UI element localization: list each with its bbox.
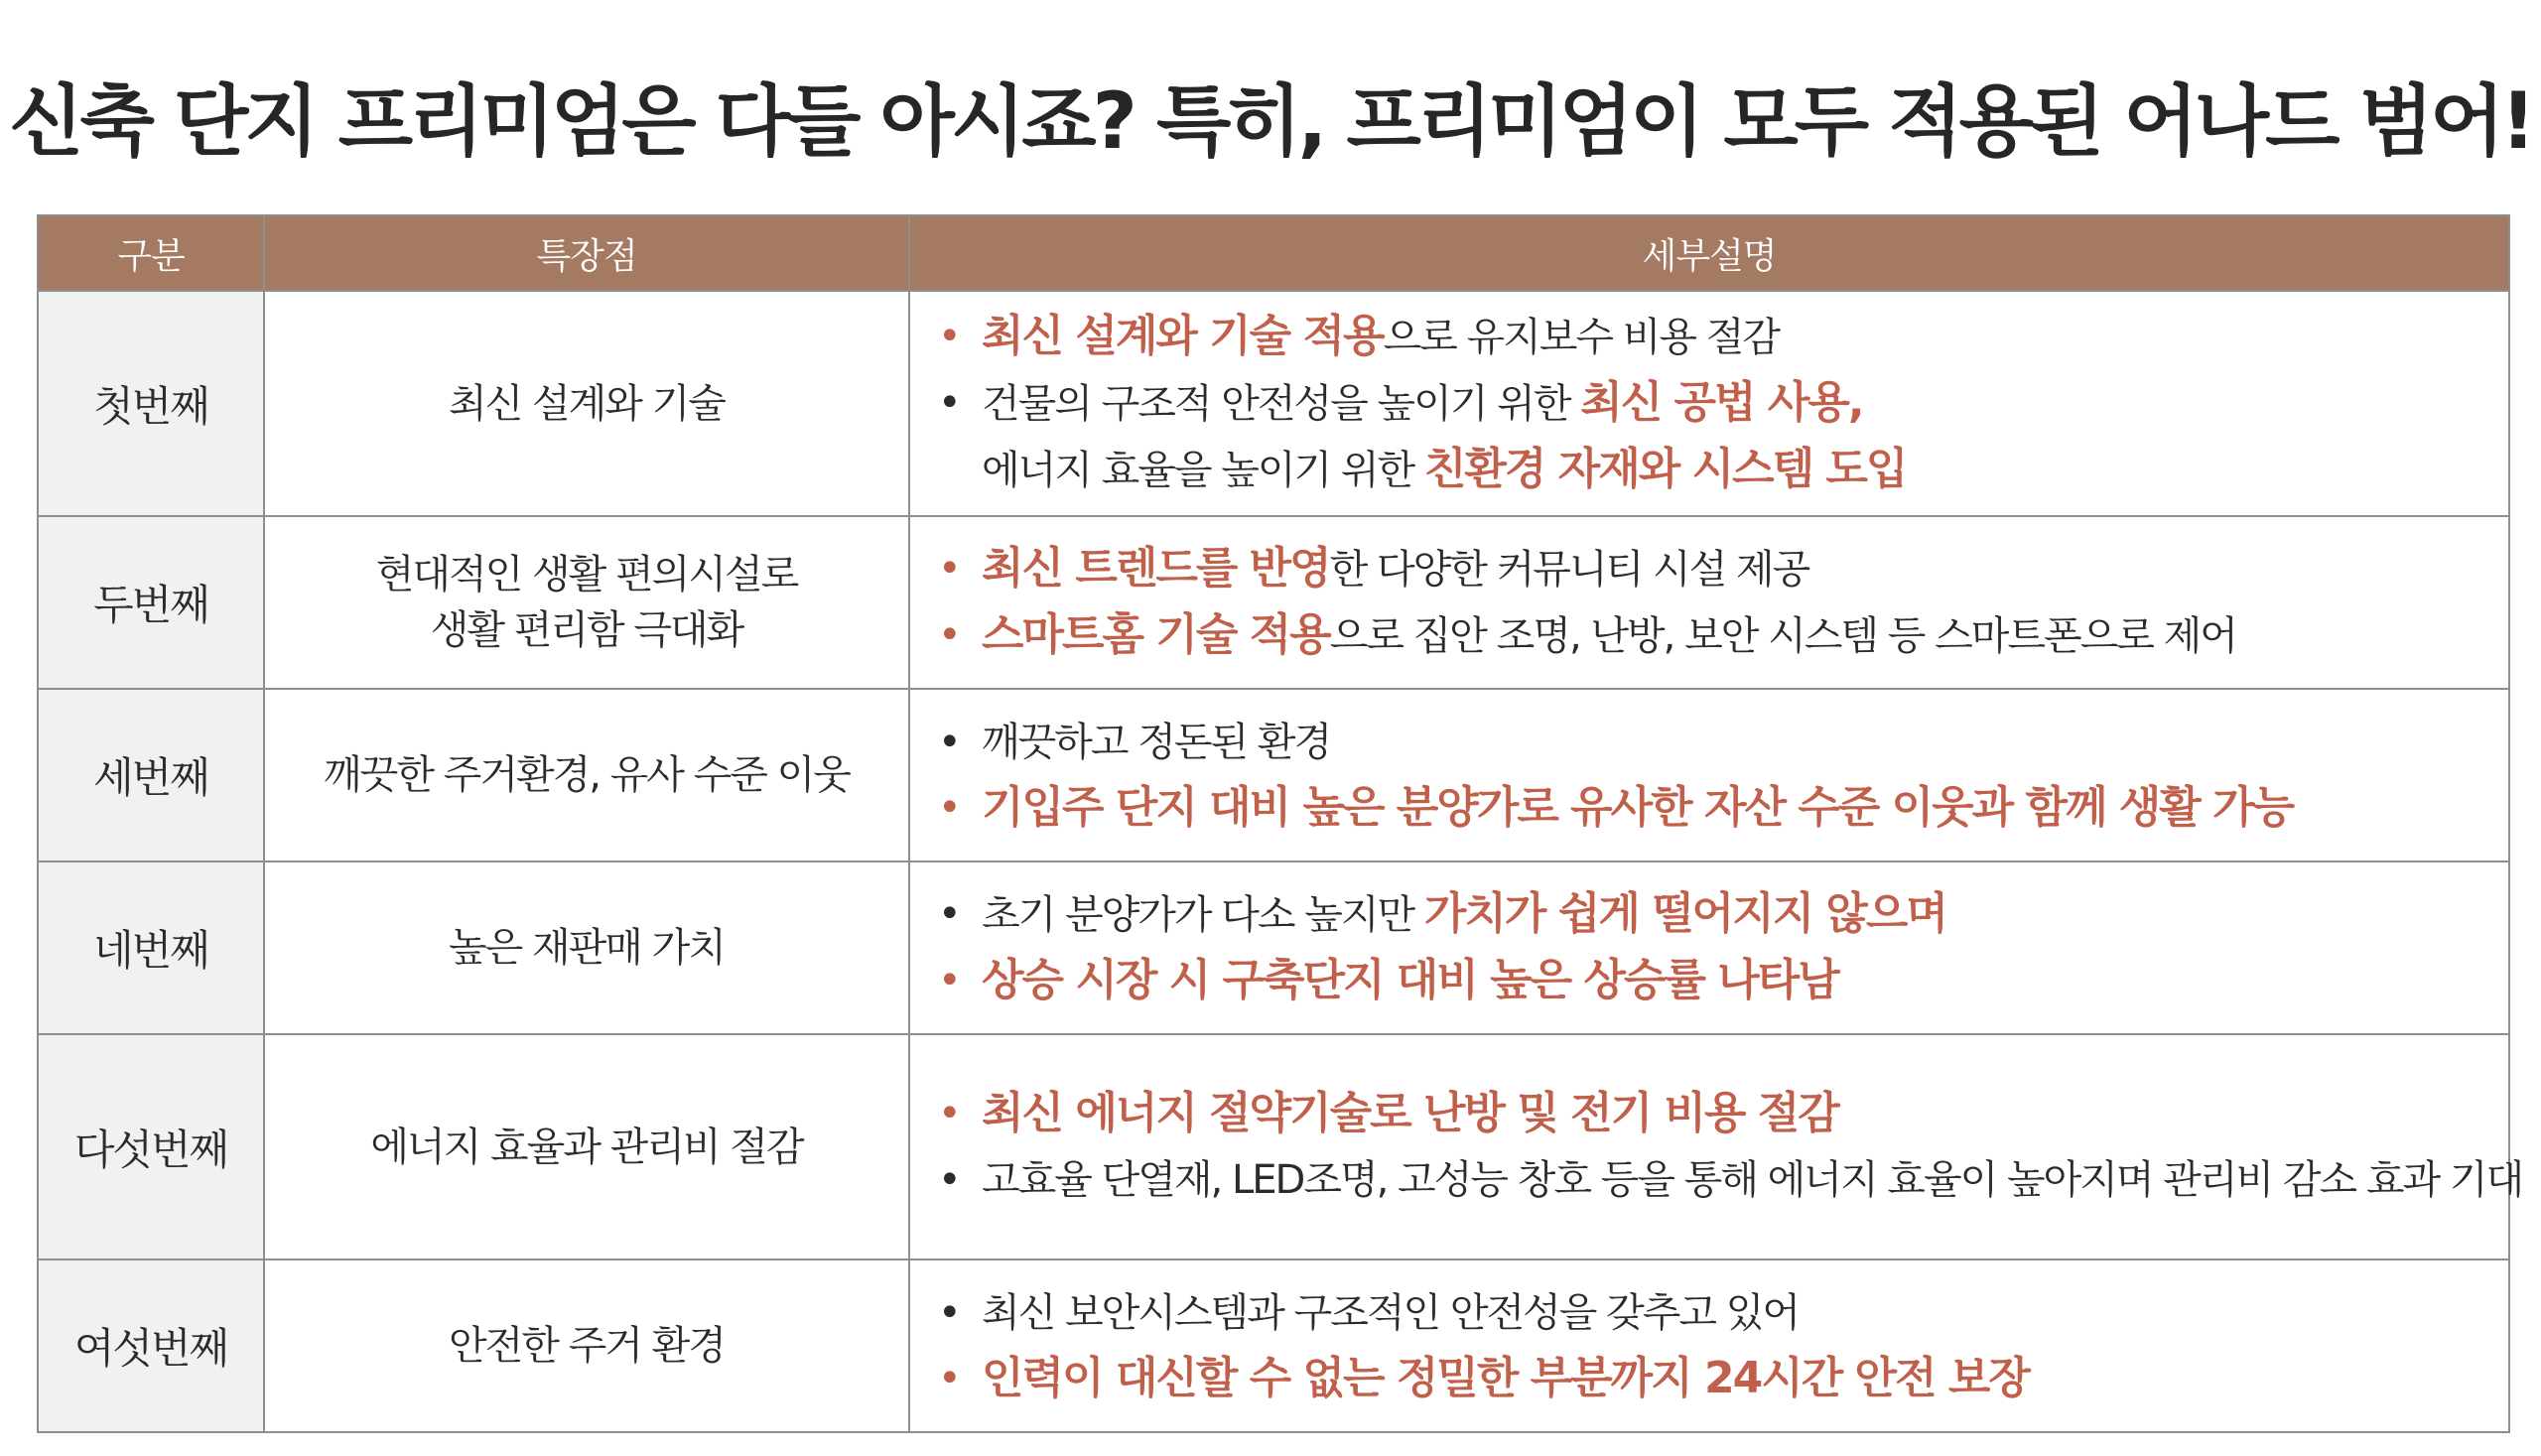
row-category: 네번째 xyxy=(38,861,264,1034)
table-row xyxy=(38,1259,2509,1432)
detail-list xyxy=(930,710,2508,842)
row-category: 여섯번째 xyxy=(38,1259,264,1432)
detail-list xyxy=(930,881,2508,1014)
table-row xyxy=(38,516,2509,689)
table-header-row xyxy=(38,215,2509,291)
detail-text: 깨끗하고 정돈된 환경 xyxy=(982,719,1331,765)
bullet-dot-icon: • xyxy=(938,612,960,658)
feature-line: 깨끗한 주거환경, 유사 수준 이웃 xyxy=(324,752,850,798)
bullet-dot-icon: • xyxy=(938,380,960,426)
detail-item xyxy=(930,1346,2508,1412)
bullet-dot-icon: • xyxy=(938,958,960,1003)
table-row xyxy=(38,861,2509,1034)
highlight-text: 인력이 대신할 수 없는 정밀한 부분까지 24시간 안전 보장 xyxy=(982,1352,2029,1403)
row-detail xyxy=(909,861,2509,1034)
detail-list xyxy=(930,536,2508,669)
row-detail xyxy=(909,689,2509,861)
highlight-text: 최신 에너지 절약기술로 난방 및 전기 비용 절감 xyxy=(982,1088,1838,1138)
table-row xyxy=(38,291,2509,516)
detail-item xyxy=(930,536,2508,602)
feature-line: 생활 편리함 극대화 xyxy=(430,607,743,653)
feature-line: 에너지 효율과 관리비 절감 xyxy=(370,1124,803,1170)
detail-text: 에너지 효율을 높이기 위한 xyxy=(982,448,1424,493)
highlight-text: 상승 시장 시 구축단지 대비 높은 상승률 나타남 xyxy=(982,955,1838,1005)
detail-text: 으로 유지보수 비용 절감 xyxy=(1383,315,1780,360)
feature-table xyxy=(37,214,2523,1433)
highlight-text: 최신 공법 사용, xyxy=(1580,377,1863,428)
highlight-text: 최신 트렌드를 반영 xyxy=(982,543,1330,594)
detail-item xyxy=(930,881,2508,948)
detail-list xyxy=(930,1081,2523,1213)
bullet-dot-icon: • xyxy=(938,1355,960,1401)
bullet-dot-icon: • xyxy=(938,1091,960,1136)
detail-text: 초기 분양가가 다소 높지만 xyxy=(982,892,1424,938)
row-detail xyxy=(909,291,2509,516)
detail-item xyxy=(930,304,2508,370)
row-detail xyxy=(909,516,2509,689)
feature-table-wrapper xyxy=(37,214,2523,1433)
bullet-dot-icon: • xyxy=(938,719,960,765)
row-feature xyxy=(264,1259,909,1432)
bullet-dot-icon: • xyxy=(938,1157,960,1203)
highlight-text: 가치가 쉽게 떨어지지 않으며 xyxy=(1423,888,1946,939)
page-title: 신축 단지 프리미엄은 다들 아시죠? 특히, 프리미엄이 모두 적용된 어나드 범어! xyxy=(9,77,2532,167)
row-category: 첫번째 xyxy=(38,291,264,516)
table-row xyxy=(38,1034,2509,1259)
bullet-dot-icon: • xyxy=(938,891,960,937)
header-feature: 특장점 xyxy=(264,215,909,291)
detail-text: 고효율 단열재, LED조명, 고성능 창호 등을 통해 에너지 효율이 높아지며 관리비 감소 효과 기대 xyxy=(982,1157,2523,1203)
highlight-text: 친환경 자재와 시스템 도입 xyxy=(1423,444,1907,494)
bullet-dot-icon: • xyxy=(938,546,960,592)
row-feature xyxy=(264,516,909,689)
feature-line: 최신 설계와 기술 xyxy=(449,380,725,427)
detail-text: 최신 보안시스템과 구조적인 안전성을 갖추고 있어 xyxy=(982,1289,1800,1336)
row-feature xyxy=(264,861,909,1034)
detail-list xyxy=(930,304,2508,503)
row-feature xyxy=(264,291,909,516)
feature-line: 현대적인 생활 편의시설로 xyxy=(375,552,798,597)
bullet-dot-icon: • xyxy=(938,1289,960,1336)
highlight-text: 최신 설계와 기술 적용 xyxy=(982,311,1384,361)
header-detail: 세부설명 xyxy=(909,215,2509,291)
detail-item xyxy=(930,1147,2523,1213)
table-row xyxy=(38,689,2509,861)
header-category: 구분 xyxy=(38,215,264,291)
detail-text: 건물의 구조적 안전성을 높이기 위한 xyxy=(982,381,1581,427)
detail-item xyxy=(930,1081,2508,1147)
row-detail xyxy=(909,1034,2523,1259)
row-category: 두번째 xyxy=(38,516,264,689)
row-category: 세번째 xyxy=(38,689,264,861)
detail-item xyxy=(930,602,2508,669)
highlight-text: 기입주 단지 대비 높은 분양가로 유사한 자산 수준 이웃과 함께 생활 가능 xyxy=(982,781,2294,833)
detail-text: 한 다양한 커뮤니티 시설 제공 xyxy=(1329,547,1809,593)
bullet-dot-icon: • xyxy=(938,784,960,831)
feature-line: 높은 재판매 가치 xyxy=(449,925,725,971)
feature-line: 안전한 주거 환경 xyxy=(449,1323,725,1369)
detail-item xyxy=(930,948,2508,1014)
detail-item xyxy=(930,775,2508,842)
detail-text: 으로 집안 조명, 난방, 보안 시스템 등 스마트폰으로 제어 xyxy=(1329,613,2236,659)
bullet-dot-icon: • xyxy=(938,314,960,359)
detail-item xyxy=(930,710,2508,775)
detail-item xyxy=(930,1280,2508,1346)
row-category: 다섯번째 xyxy=(38,1034,264,1259)
row-feature xyxy=(264,1034,909,1259)
detail-continuation xyxy=(982,437,2508,503)
row-detail xyxy=(909,1259,2509,1432)
highlight-text: 스마트홈 기술 적용 xyxy=(982,609,1330,660)
detail-item xyxy=(930,370,2508,503)
detail-list xyxy=(930,1280,2508,1412)
row-feature xyxy=(264,689,909,861)
